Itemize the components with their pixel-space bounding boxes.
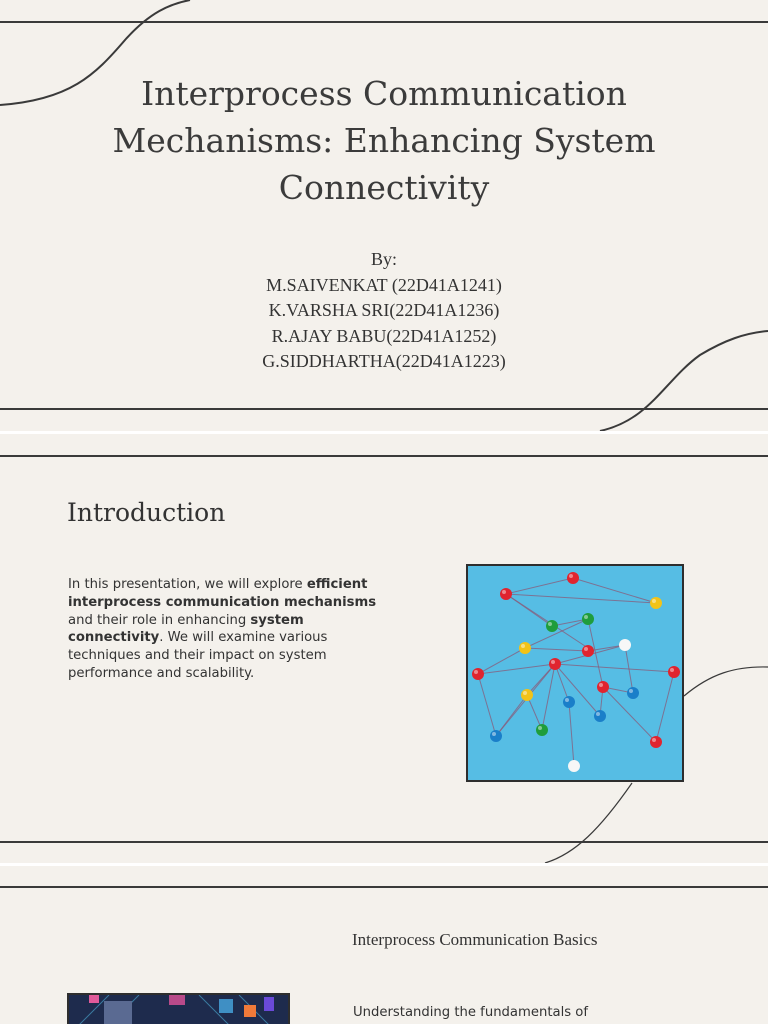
author-name: M.SAIVENKAT (22D41A1241) [266, 274, 502, 295]
author-name: K.VARSHA SRI(22D41A1236) [268, 300, 500, 320]
presentation-title: Interprocess Communication Mechanisms: Enhancing System Connectivity [112, 74, 656, 207]
pushpin-network-icon [468, 566, 682, 780]
intro-paragraph: In this presentation, we will explore efficient interprocess communication mechanisms and their role in enhancing system connectivity. We will examine various techniques and their impact on system performance and scalability. [68, 577, 377, 681]
section-heading: Introduction [67, 498, 226, 527]
bottom-rule [0, 841, 768, 843]
basics-paragraph: Understanding the fundamentals of [353, 1005, 589, 1020]
author-list [184, 247, 584, 375]
top-rule [0, 21, 768, 23]
section-heading: Interprocess Communication Basics [352, 930, 598, 949]
abstract-cubes-icon [69, 995, 288, 1024]
pushpin-network-photo [466, 564, 684, 782]
author-name: R.AJAY BABU(22D41A1252) [271, 325, 497, 346]
top-rule [0, 886, 768, 888]
title-slide [0, 0, 768, 431]
top-rule [0, 455, 768, 457]
abstract-cubes-photo [67, 993, 290, 1024]
basics-slide [0, 866, 768, 1024]
introduction-slide [0, 434, 768, 863]
author-name: G.SIDDHARTHA(22D41A1223) [262, 351, 506, 371]
bottom-rule [0, 408, 768, 410]
author-by-label: By: [370, 249, 397, 269]
